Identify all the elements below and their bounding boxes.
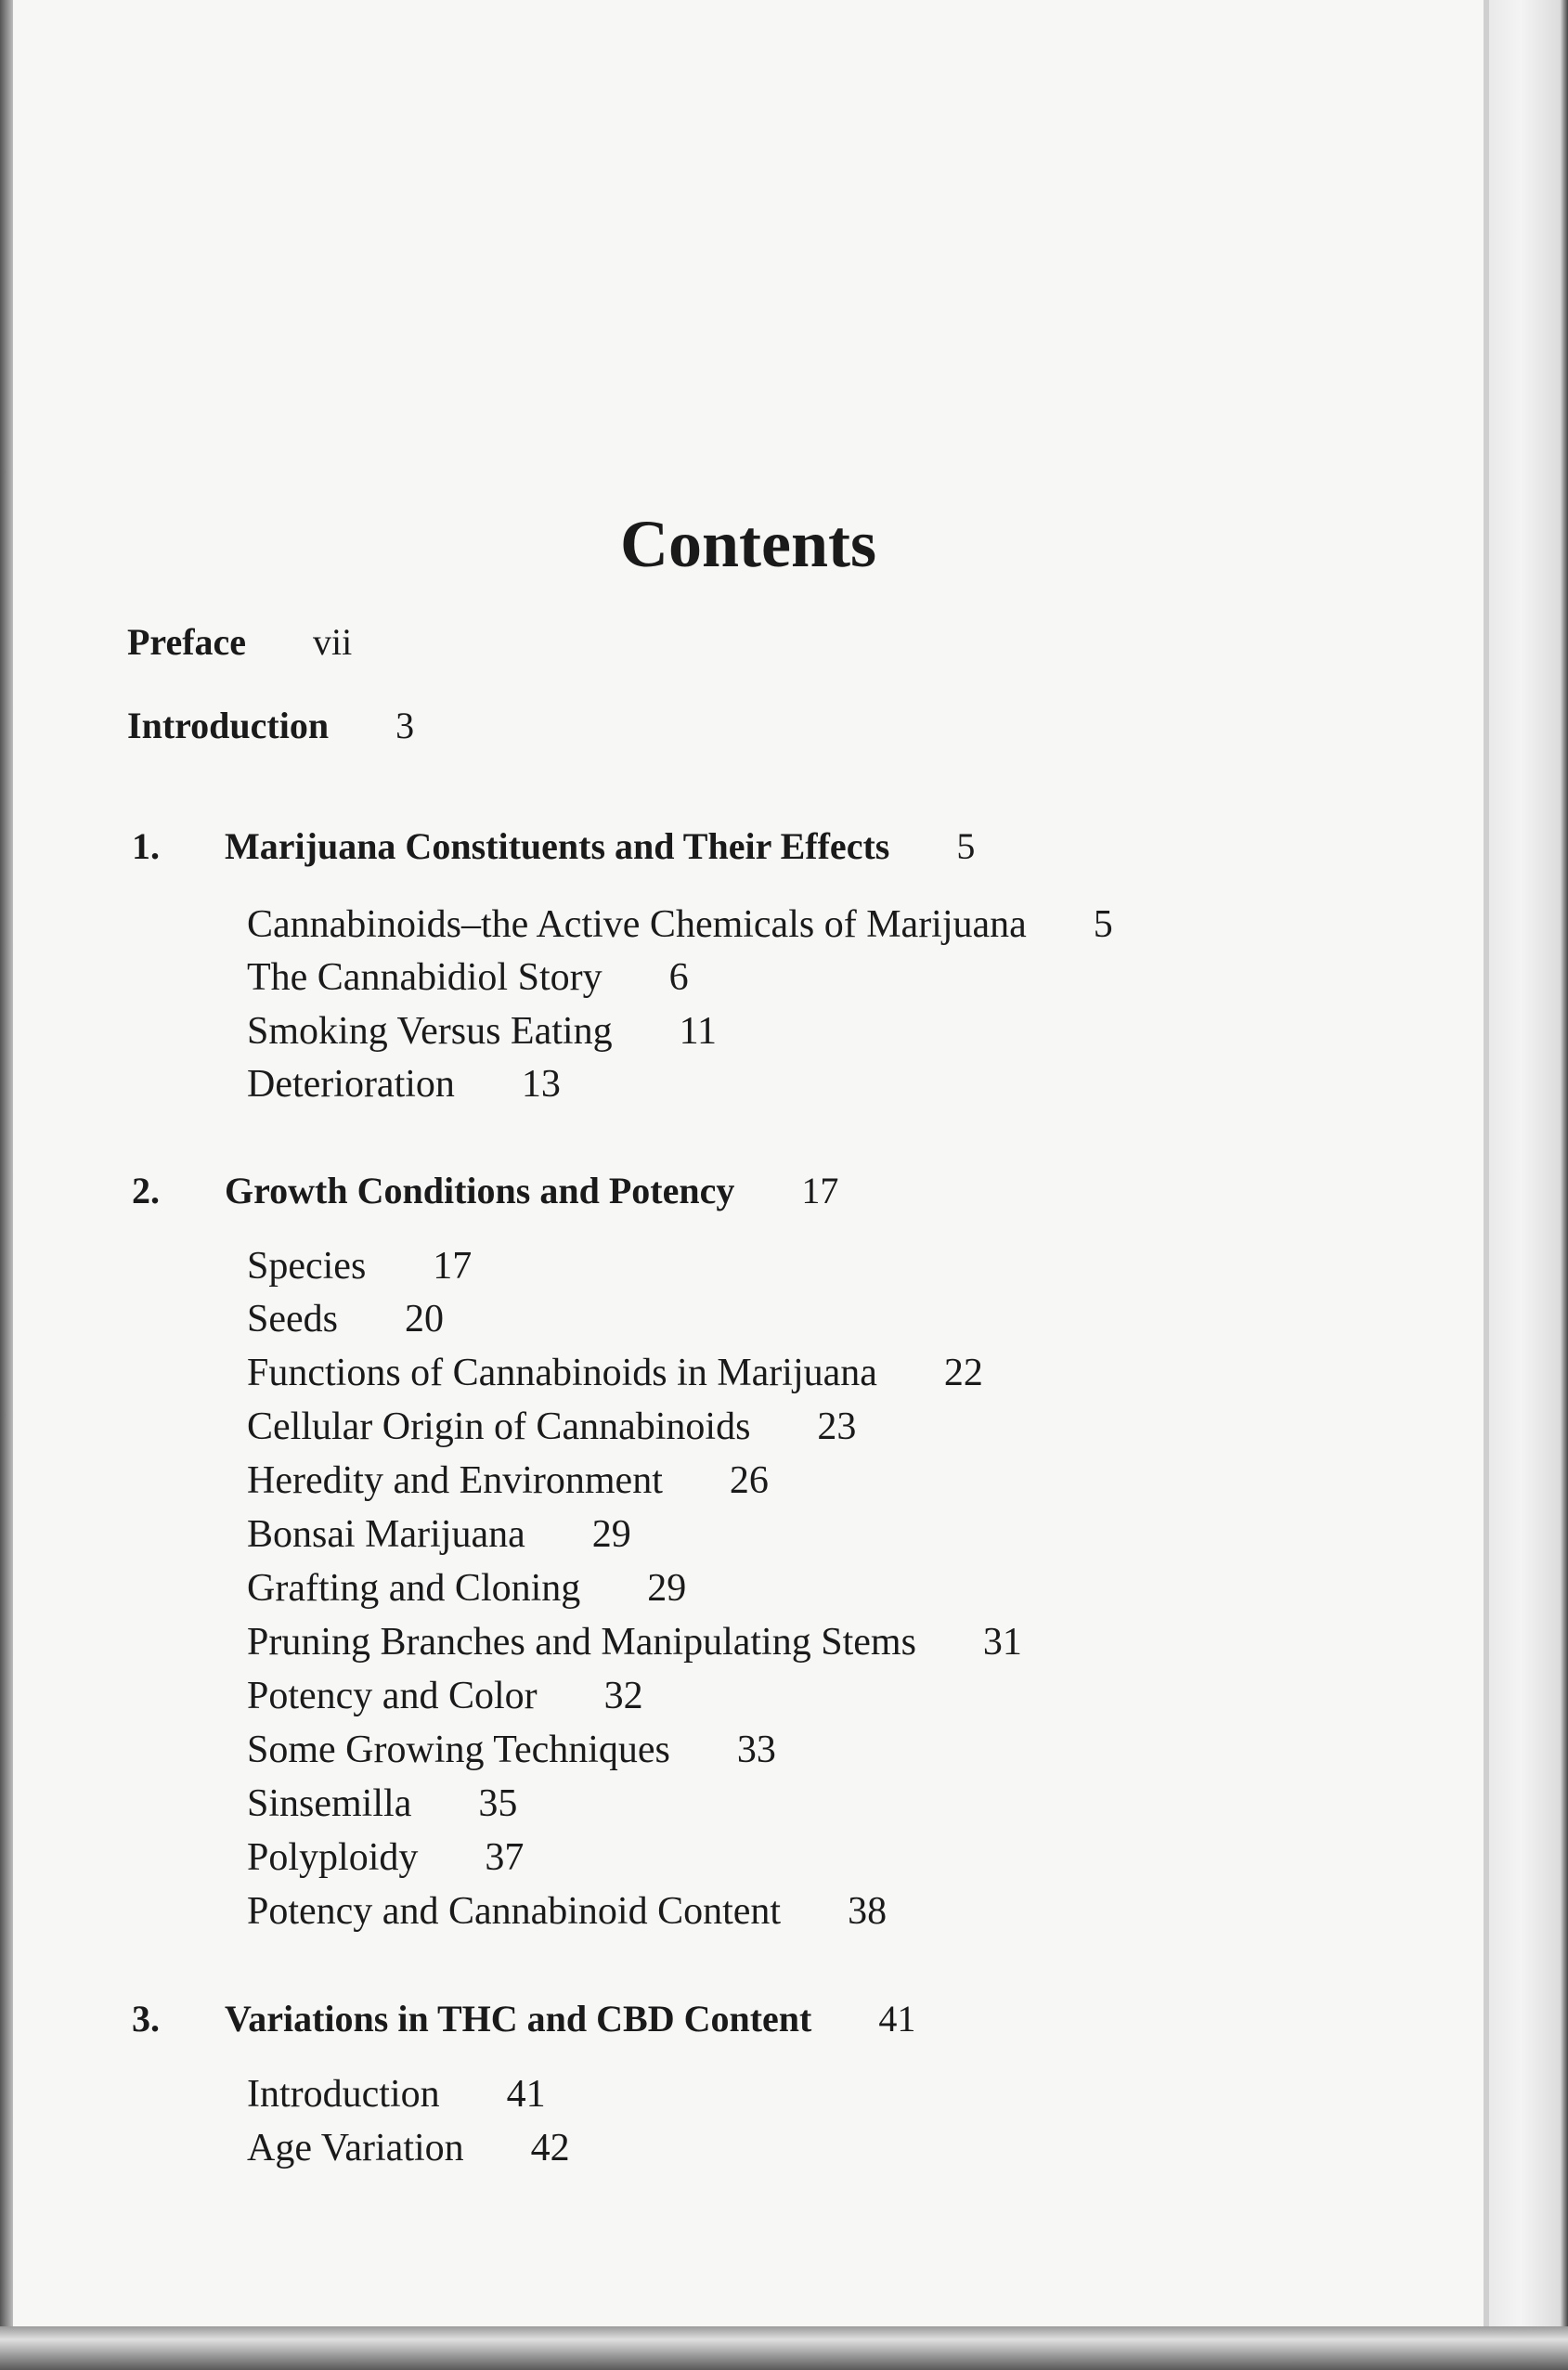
toc-section <box>247 1620 1022 1664</box>
section-label: Pruning Branches and Manipulating Stems <box>247 1621 916 1664</box>
section-page: 42 <box>530 2127 570 2169</box>
toc-section <box>247 1781 517 1826</box>
toc-section <box>247 955 689 1000</box>
section-label: Cannabinoids–the Active Chemicals of Marijuana <box>247 903 1027 946</box>
toc-section <box>247 1674 643 1718</box>
toc-section <box>247 1728 776 1772</box>
section-label: Functions of Cannabinoids in Marijuana <box>247 1352 877 1394</box>
section-label: Grafting and Cloning <box>247 1567 581 1610</box>
chapter-title: Marijuana Constituents and Their Effects <box>225 825 890 867</box>
toc-chapter-2 <box>132 1169 838 1212</box>
toc-section <box>247 1889 887 1934</box>
section-page: 17 <box>433 1245 473 1288</box>
section-label: The Cannabidiol Story <box>247 956 603 999</box>
section-label: Smoking Versus Eating <box>247 1010 613 1053</box>
page-left-edge <box>0 0 13 2370</box>
book-page <box>13 0 1489 2326</box>
section-page: 20 <box>405 1298 444 1340</box>
toc-section <box>247 2126 570 2170</box>
toc-section <box>247 1405 856 1449</box>
toc-section <box>247 1835 524 1880</box>
section-page: 6 <box>668 956 689 999</box>
page-title: Contents <box>619 507 876 581</box>
chapter-title: Variations in THC and CBD Content <box>225 1998 812 2040</box>
chapter-number: 2. <box>132 1170 160 1211</box>
toc-section <box>247 1009 717 1054</box>
section-label: Sinsemilla <box>247 1782 412 1825</box>
section-label: Seeds <box>247 1298 338 1340</box>
section-label: Deterioration <box>247 1063 455 1106</box>
section-label: Age Variation <box>247 2127 464 2169</box>
section-page: 23 <box>817 1405 857 1448</box>
section-page: 11 <box>679 1010 718 1053</box>
toc-page: vii <box>313 621 353 663</box>
toc-section <box>247 1351 983 1395</box>
section-page: 38 <box>848 1890 888 1933</box>
chapter-title: Growth Conditions and Potency <box>225 1170 735 1211</box>
section-page: 29 <box>647 1567 687 1610</box>
page-bottom-edge <box>0 2326 1568 2370</box>
section-label: Some Growing Techniques <box>247 1729 670 1771</box>
section-page: 33 <box>736 1729 776 1771</box>
section-page: 22 <box>943 1352 983 1394</box>
toc-section <box>247 1244 472 1289</box>
toc-chapter-3 <box>132 1997 915 2040</box>
chapter-number: 3. <box>132 1998 160 2040</box>
toc-page: 3 <box>395 705 415 746</box>
section-label: Introduction <box>247 2073 440 2116</box>
toc-label: Introduction <box>127 705 330 746</box>
section-page: 31 <box>982 1621 1022 1664</box>
toc-chapter-1 <box>132 824 975 868</box>
section-page: 32 <box>603 1675 643 1717</box>
chapter-page: 17 <box>801 1170 839 1211</box>
toc-section <box>247 1566 686 1611</box>
page-right-edge <box>1489 0 1568 2370</box>
toc-section <box>247 1062 561 1107</box>
section-label: Heredity and Environment <box>247 1459 663 1502</box>
toc-section <box>247 902 1113 947</box>
toc-frontmatter-introduction <box>127 704 414 747</box>
chapter-number: 1. <box>132 825 160 867</box>
toc-frontmatter-preface <box>127 620 352 664</box>
section-label: Polyploidy <box>247 1836 419 1879</box>
toc-section <box>247 1297 444 1341</box>
toc-section <box>247 1458 769 1503</box>
section-page: 13 <box>521 1063 561 1106</box>
section-label: Species <box>247 1245 367 1288</box>
section-label: Potency and Color <box>247 1675 538 1717</box>
chapter-page: 41 <box>878 1998 916 2040</box>
section-page: 5 <box>1093 903 1113 946</box>
section-page: 26 <box>729 1459 769 1502</box>
toc-label: Preface <box>127 621 247 663</box>
section-page: 29 <box>591 1513 631 1556</box>
chapter-page: 5 <box>956 825 976 867</box>
section-page: 37 <box>485 1836 525 1879</box>
section-page: 35 <box>478 1782 518 1825</box>
section-label: Potency and Cannabinoid Content <box>247 1890 782 1933</box>
toc-section <box>247 1512 631 1557</box>
section-label: Cellular Origin of Cannabinoids <box>247 1405 751 1448</box>
toc-section <box>247 2072 546 2117</box>
section-page: 41 <box>506 2073 546 2116</box>
section-label: Bonsai Marijuana <box>247 1513 525 1556</box>
